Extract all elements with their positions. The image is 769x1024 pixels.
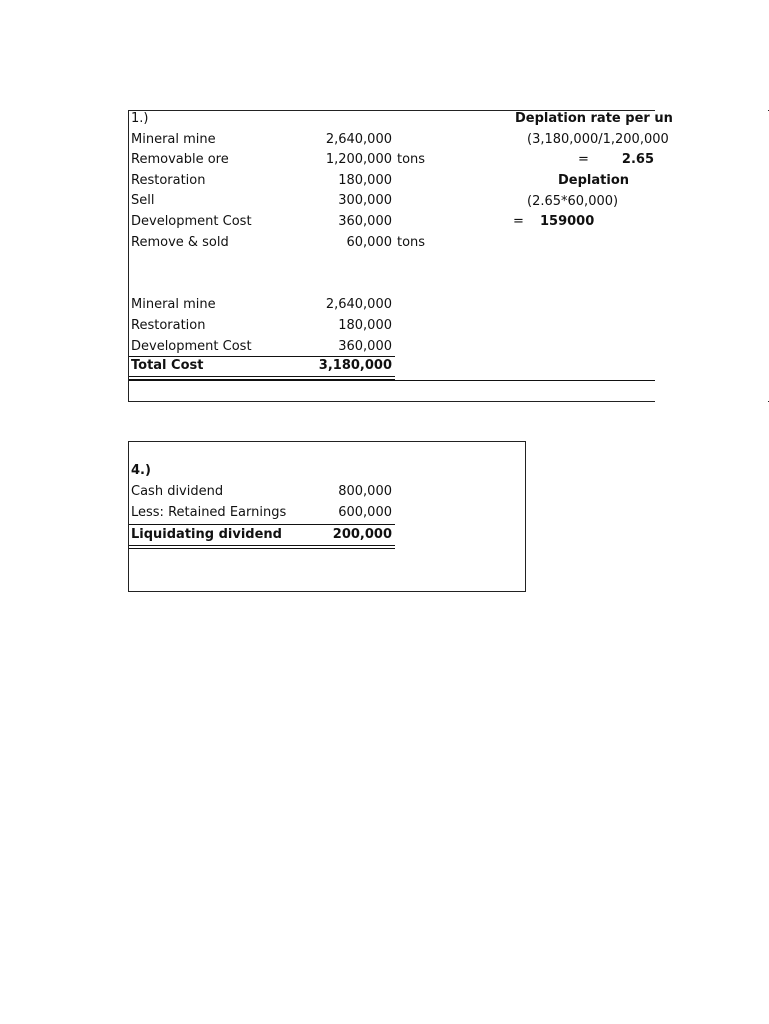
dividend-row-value: 600,000 (338, 505, 392, 520)
cost-row-value: 360,000 (338, 339, 392, 354)
cost-row-label: Mineral mine (131, 297, 216, 312)
total-double-rule-2 (129, 379, 395, 380)
total-double-rule-1 (129, 376, 395, 377)
row-value: 60,000 (346, 235, 392, 250)
deplation-rate-formula: (3,180,000/1,200,000 (527, 132, 669, 147)
deplation-title: Deplation (558, 173, 629, 188)
row-value: 1,200,000 (325, 152, 392, 167)
total-cost-value: 3,180,000 (318, 358, 392, 373)
row-unit: tons (397, 235, 426, 250)
cost-row-value: 180,000 (338, 318, 392, 333)
liquidating-dividend-label: Liquidating dividend (131, 527, 282, 542)
row-label: Remove & sold (131, 235, 229, 250)
liquidating-dividend-value: 200,000 (332, 527, 392, 542)
row-value: 300,000 (338, 193, 392, 208)
deplation-rate-equals: = (578, 152, 589, 167)
deplation-rate-title: Deplation rate per un (515, 111, 673, 126)
row-value: 180,000 (338, 173, 392, 188)
dividend-row-label: Cash dividend (131, 484, 224, 499)
deplation-formula: (2.65*60,000) (527, 194, 619, 209)
total-cost-label: Total Cost (131, 358, 204, 373)
deplation-value: 159000 (540, 214, 595, 229)
row-unit: tons (397, 152, 426, 167)
section-1-number: 1.) (131, 111, 149, 126)
deplation-rate-value: 2.65 (621, 152, 654, 167)
section-4-number: 4.) (131, 463, 151, 478)
liquidating-top-rule (129, 524, 395, 525)
row-label: Sell (131, 193, 155, 208)
dividend-row-value: 800,000 (338, 484, 392, 499)
cost-row-value: 2,640,000 (325, 297, 392, 312)
liquidating-double-rule-1 (129, 545, 395, 546)
row-label: Mineral mine (131, 132, 216, 147)
row-label: Development Cost (131, 214, 252, 229)
row-label: Removable ore (131, 152, 229, 167)
deplation-equals: = (513, 214, 524, 229)
row-value: 360,000 (338, 214, 392, 229)
section-1-blank-row-divider (129, 380, 655, 381)
row-value: 2,640,000 (325, 132, 392, 147)
total-top-rule (129, 356, 395, 357)
cost-row-label: Restoration (131, 318, 206, 333)
section-1-page-cut (655, 100, 768, 410)
cost-row-label: Development Cost (131, 339, 252, 354)
liquidating-double-rule-2 (129, 548, 395, 549)
deplation-calc-area (470, 110, 673, 250)
row-label: Restoration (131, 173, 206, 188)
dividend-row-label: Less: Retained Earnings (131, 505, 287, 520)
